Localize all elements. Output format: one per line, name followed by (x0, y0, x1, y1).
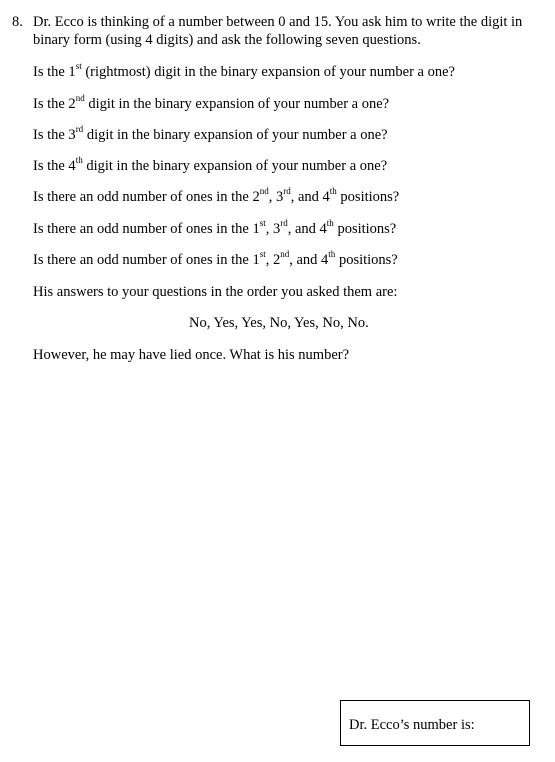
problem-number: 8. (12, 14, 23, 30)
question-7: Is there an odd number of ones in the 1st, 2nd, and 4th positions? (33, 249, 398, 268)
question-2: Is the 2nd digit in the binary expansion of your number a one? (33, 93, 390, 112)
question-4: Is the 4th digit in the binary expansion of your number a one? (33, 155, 388, 174)
answers-list: No, Yes, Yes, No, Yes, No, No. (189, 315, 369, 331)
question-3: Is the 3rd digit in the binary expansion of your number a one? (33, 124, 388, 143)
question-6: Is there an odd number of ones in the 1st, 3rd, and 4th positions? (33, 218, 397, 237)
answer-box[interactable] (340, 700, 530, 746)
closing-question: However, he may have lied once. What is his number? (33, 347, 350, 363)
question-1: Is the 1st (rightmost) digit in the binary expansion of your number a one? (33, 61, 455, 80)
answer-box-label: Dr. Ecco’s number is: (349, 717, 475, 733)
answers-intro: His answers to your questions in the order you asked them are: (33, 284, 398, 300)
question-5: Is there an odd number of ones in the 2nd, 3rd, and 4th positions? (33, 186, 400, 205)
problem-intro: Dr. Ecco is thinking of a number between 0 and 15. You ask him to write the digit in binary form (using 4 digits) and ask the following seven questions. (33, 14, 523, 48)
